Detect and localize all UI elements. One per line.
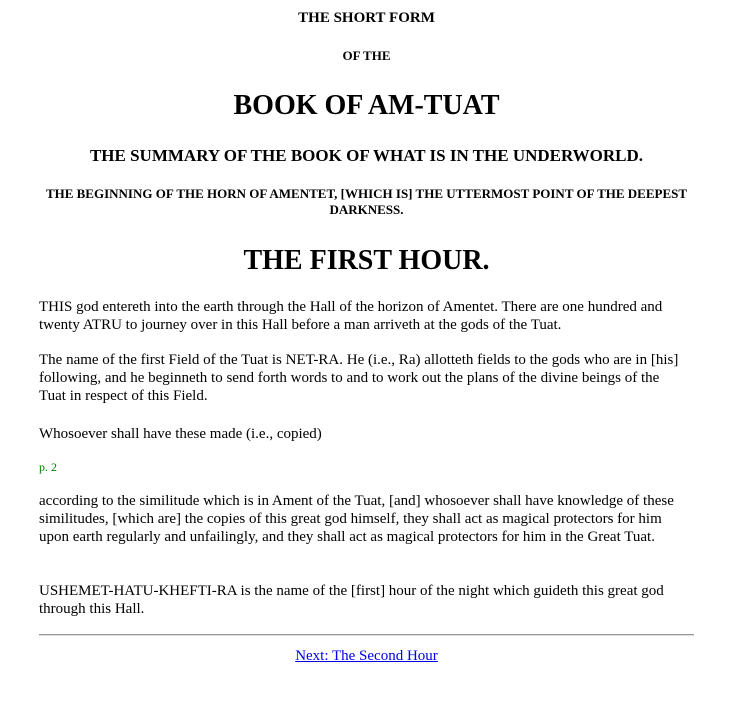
next-link[interactable]: Next: The Second Hour bbox=[295, 648, 438, 664]
paragraph: The name of the first Field of the Tuat is NET-RA. He (i.e., Ra) allotteth fields to the gods who are in [his] following, and he beginneth to send forth words to and to work out the plans of the divine beings of the Tuat in respect of this Field. bbox=[39, 352, 679, 404]
heading-beginning: THE BEGINNING OF THE HORN OF AMENTET, [WHICH IS] THE UTTERMOST POINT OF THE DEEPEST DARKNESS. bbox=[45, 186, 688, 217]
heading-short-form: THE SHORT FORM bbox=[298, 10, 435, 26]
book-title: BOOK OF AM-TUAT bbox=[233, 90, 500, 121]
paragraph: Whosoever shall have these made (i.e., copied) bbox=[39, 426, 322, 442]
hour-title: THE FIRST HOUR. bbox=[243, 245, 490, 276]
navigation bbox=[39, 648, 694, 665]
paragraph: THIS god entereth into the earth through the Hall of the horizon of Amentet. There are one hundred and twenty ATRU to journey over in this Hall before a man arriveth at the gods of the Tuat. bbox=[39, 299, 663, 333]
horizontal-rule bbox=[39, 634, 694, 636]
page-number: p. 2 bbox=[39, 460, 57, 474]
paragraph: USHEMET-HATU-KHEFTI-RA is the name of the [first] hour of the night which guideth this great god through this Hall. bbox=[39, 583, 664, 617]
paragraph: according to the similitude which is in Ament of the Tuat, [and] whosoever shall have knowledge of these similitudes, [which are] the copies of this great god himself, they shall act as magical protectors for him upon earth regularly and unfailingly, and they shall act as magical protectors for him in the Great Tuat. bbox=[39, 493, 674, 545]
heading-summary: THE SUMMARY OF THE BOOK OF WHAT IS IN THE UNDERWORLD. bbox=[89, 146, 644, 165]
heading-of-the: OF THE bbox=[342, 48, 391, 63]
